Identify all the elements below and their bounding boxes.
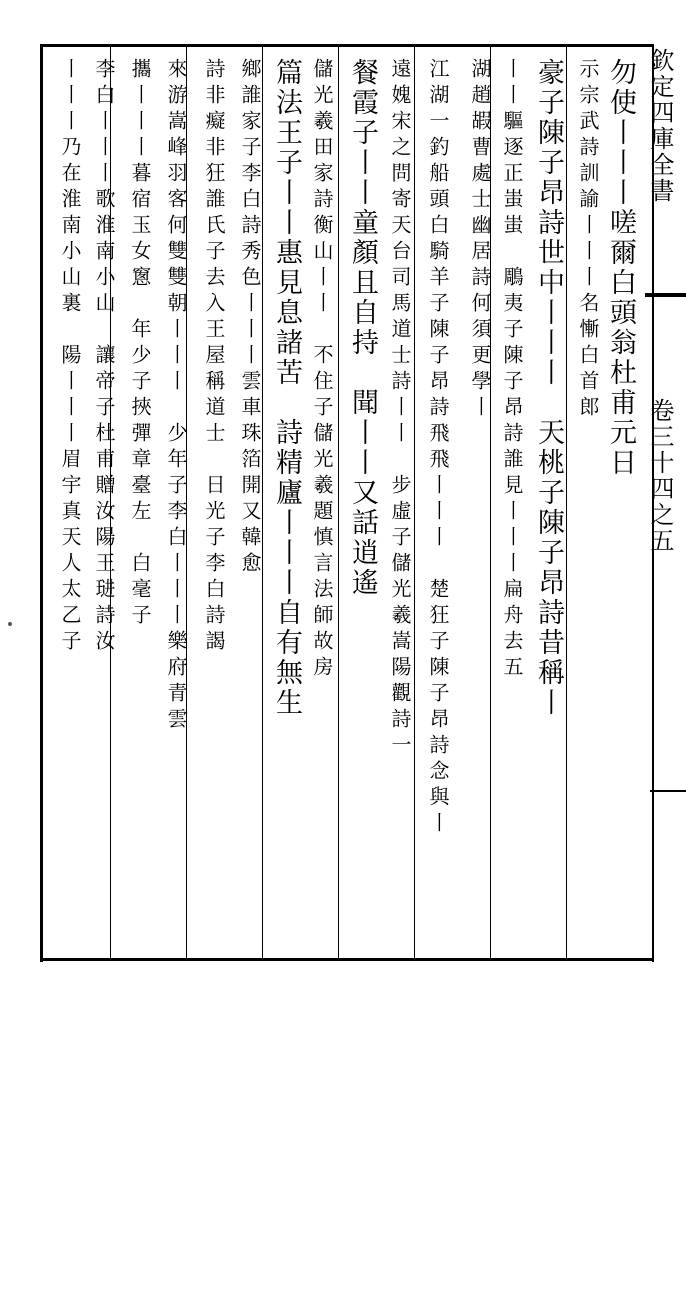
text-column-10: 篇法王子丨丨惠見息諸苦 詩精廬丨丨丨自有無生 <box>271 58 302 718</box>
text-column-4: 丨丨驅逐正蚩蚩 鵰夷子陳子昂詩誰見丨丨丨扁舟去五 <box>500 58 524 682</box>
text-column-3: 豪子陳子昂詩世中丨丨丨 天桃子陳子昂詩昔稱丨 <box>533 58 564 718</box>
text-column-15: 李白丨丨丨歌淮南小山 讓帝子杜甫贈汝陽王琎詩汝 <box>92 58 116 656</box>
text-column-14: 攜丨丨丨暮宿玉女窻 年少子挾彈章臺左 白毫子 <box>128 58 152 630</box>
text-column-7: 遠媿宋之問寄天台司馬道士詩丨丨 步虛子儲光羲嵩陽觀詩一 <box>388 58 412 760</box>
margin-stamp-bar <box>645 293 686 297</box>
margin-header: 欽定四庫全書 <box>646 48 674 204</box>
margin-volume: 卷三十四之五 <box>646 398 674 554</box>
frame-top-border <box>40 44 652 47</box>
frame-bottom-border <box>40 958 652 961</box>
text-column-12: 詩非癡非狂誰氏子去入王屋稱道士 日光子李白詩謁 <box>202 58 226 656</box>
text-column-11: 鄉誰家子李白詩秀色丨丨丨雲車珠箔開又韓愈 <box>238 58 262 578</box>
frame-left-border <box>40 44 43 962</box>
text-column-16: 丨丨丨乃在淮南小山裏 陽丨丨丨眉宇真天人太乙子 <box>58 58 82 656</box>
ink-dot <box>8 622 12 626</box>
text-column-8: 餐霞子丨丨童顏且自持 聞丨丨又話逍遙 <box>347 58 378 598</box>
text-column-6: 江湖一釣船頭白騎羊子陳子昂詩飛飛丨丨丨 楚狂子陳子昂詩念與丨 <box>426 58 450 838</box>
text-column-9: 儲光羲田家詩衡山丨丨 不住子儲光羲題慎言法師故房 <box>310 58 334 682</box>
margin-mark <box>650 790 686 792</box>
text-column-13: 來游嵩峰羽客何雙雙朝丨丨丨 少年子李白丨丨丨樂府青雲 <box>164 58 188 734</box>
text-column-2: 示宗武詩訓諭丨丨丨名慚白首郎 <box>576 58 600 422</box>
text-column-1: 勿使丨丨丨嗟爾白頭翁杜甫元日 <box>605 58 636 478</box>
text-column-5: 湖趙嘏曹處士幽居詩何須更學丨 <box>468 58 492 422</box>
